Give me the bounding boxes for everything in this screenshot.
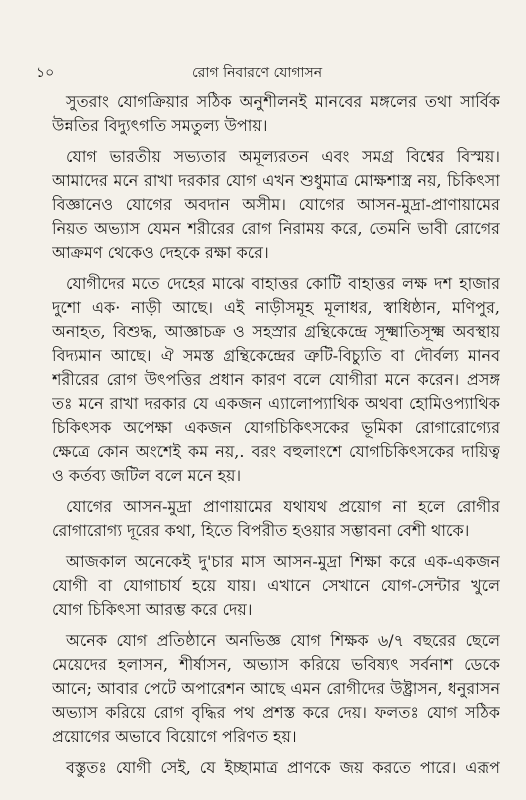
text-line: তঃ মনে রাখা দরকার যে একজন এ্যালোপ্যাথিক অথবা হোমিওপ্যাথিক: [52, 394, 500, 413]
text-line: অভ্যাস করিয়ে রোগ বৃদ্ধির পথ প্রশস্ত করে দেয়। ফলতঃ যোগ সঠিক: [52, 703, 500, 722]
text-line: যোগী বা যোগাচার্য হয়ে যায়। এখানে সেখানে যোগ-সেন্টার খুলে: [52, 576, 500, 595]
body-text: [52, 90, 500, 787]
text-line: দুশো এক· নাড়ী আছে। এই নাড়ীসমূহ মূলাধর, স্বাধিষ্ঠান, মণিপুর,: [52, 298, 500, 317]
running-title: রোগ নিবারণে যোগাসন: [192, 65, 323, 81]
text-line: বিজ্ঞানেও যোগের অবদান অসীম। যোগের আসন-মুদ্রা-প্রাণায়ামের: [52, 195, 500, 214]
running-header: [0, 62, 526, 84]
body-paragraph: [52, 145, 500, 265]
text-line: আজকাল অনেকেই দু'চার মাস আসন-মুদ্রা শিক্ষা করে এক-একজন: [66, 552, 500, 571]
body-paragraph: [52, 90, 500, 138]
page-number: ১০: [36, 65, 55, 81]
text-line: বস্তুতঃ যোগী সেই, যে ইচ্ছামাত্র প্রাণকে জয় করতে পারে। এরূপ: [66, 758, 500, 777]
text-line: চিকিৎসক অপেক্ষা একজন যোগচিকিৎসকের ভূমিকা রোগারোগ্যের: [52, 418, 500, 437]
text-line: আক্রমণ থেকেও দেহকে রক্ষা করে।: [52, 243, 269, 262]
text-line: যোগের আসন-মুদ্রা প্রাণায়ামের যথাযথ প্রয়োগ না হলে রোগীর: [66, 497, 500, 516]
body-paragraph: [52, 756, 500, 780]
text-line: রোগারোগ্য দূরের কথা, হিতে বিপরীত হওয়ার সম্ভাবনা বেশী থাকে।: [52, 521, 470, 540]
body-paragraph: [52, 629, 500, 749]
body-paragraph: [52, 272, 500, 488]
text-line: প্রয়োগের অভাবে বিয়োগে পরিণত হয়।: [52, 727, 297, 746]
body-paragraph: [52, 495, 500, 543]
text-line: ও কর্তব্য জটিল বলে মনে হয়।: [52, 466, 242, 485]
text-line: যোগ ভারতীয় সভ্যতার অমূল্যরতন এবং সমগ্র বিশ্বের বিস্ময়।: [66, 147, 500, 166]
text-line: আমাদের মনে রাখা দরকার যোগ এখন শুধুমাত্র মোক্ষশাস্ত্র নয়, চিকিৎসা: [52, 171, 500, 190]
text-line: সুতরাং যোগক্রিয়ার সঠিক অনুশীলনই মানবের মঙ্গলের তথা সার্বিক: [66, 92, 500, 111]
text-line: যোগ চিকিৎসা আরম্ভ করে দেয়।: [52, 600, 253, 619]
text-line: আনে; আবার পেটে অপারেশন আছে এমন রোগীদের উষ্ট্রাসন, ধনুরাসন: [52, 679, 500, 698]
text-line: অনেক যোগ প্রতিষ্ঠানে অনভিজ্ঞ যোগ শিক্ষক ৬/৭ বছরের ছেলে: [66, 631, 500, 650]
text-line: বিদ্যমান আছে। ঐ সমস্ত গ্রন্থিকেন্দ্রের ত্রুটি-বিচ্যুতি বা দৌর্বল্য মানব: [52, 346, 500, 365]
text-line: ক্ষেত্রে কোন অংশেই কম নয়,. বরং বহুলাংশে যোগচিকিৎসকের দায়িত্ব: [52, 442, 500, 461]
text-line: উন্নতির বিদ্যুৎগতি সমতুল্য উপায়।: [52, 116, 268, 135]
body-paragraph: [52, 550, 500, 622]
text-line: মেয়েদের হলাসন, শীর্ষাসন, অভ্যাস করিয়ে ভবিষ্যৎ সর্বনাশ ডেকে: [52, 655, 500, 674]
text-line: শরীরের রোগ উৎপত্তির প্রধান কারণ বলে যোগীরা মনে করেন। প্রসঙ্গ: [52, 370, 500, 389]
text-line: নিয়ত অভ্যাস যেমন শরীরের রোগ নিরাময় করে, তেমনি ভাবী রোগের: [52, 219, 500, 238]
text-line: অনাহত, বিশুদ্ধ, আজ্ঞাচক্র ও সহস্রার গ্রন্থিকেন্দ্রে সূক্ষ্মাতিসূক্ষ্ম অবস্থায়: [52, 322, 500, 341]
text-line: যোগীদের মতে দেহের মাঝে বাহাত্তর কোটি বাহাত্তর লক্ষ দশ হাজার: [66, 274, 500, 293]
